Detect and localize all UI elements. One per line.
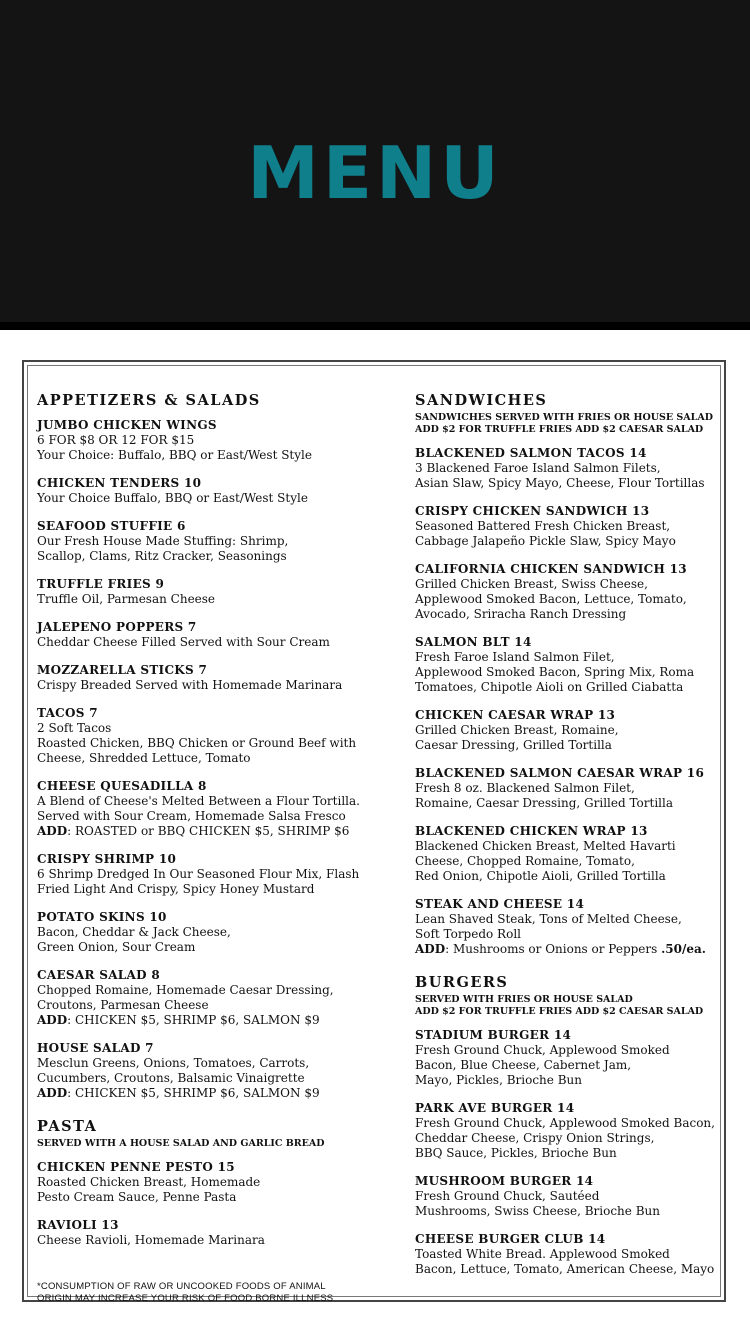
item-description: Mesclun Greens, Onions, Tomatoes, Carrots, xyxy=(37,1056,310,1070)
addon-label: ADD xyxy=(37,1086,68,1100)
disclaimer-line: ORIGIN MAY INCREASE YOUR RISK OF FOOD BORNE ILLNESS xyxy=(37,1292,334,1304)
item-description: Fresh 8 oz. Blackened Salmon Filet, xyxy=(415,781,635,795)
item-addon xyxy=(415,942,720,957)
item-description: Roasted Chicken, BBQ Chicken or Ground Beef with xyxy=(37,736,357,750)
menu-item xyxy=(37,519,377,564)
item-name: CHEESE BURGER CLUB 14 xyxy=(415,1232,606,1246)
menu-item xyxy=(415,1174,720,1219)
addon-text: : CHICKEN $5, SHRIMP $6, SALMON $9 xyxy=(67,1086,320,1100)
menu-item xyxy=(415,1101,720,1161)
item-name: JUMBO CHICKEN WINGS xyxy=(37,418,217,432)
item-addon xyxy=(37,1086,377,1101)
menu-item xyxy=(37,577,377,607)
item-description: Pesto Cream Sauce, Penne Pasta xyxy=(37,1190,237,1204)
menu-item xyxy=(415,446,720,491)
disclaimer xyxy=(37,1281,377,1304)
item-name: CHICKEN PENNE PESTO 15 xyxy=(37,1160,235,1174)
item-description: Truffle Oil, Parmesan Cheese xyxy=(37,592,216,606)
menu-item xyxy=(37,910,377,955)
item-name: BLACKENED CHICKEN WRAP 13 xyxy=(415,824,648,838)
item-name: PARK AVE BURGER 14 xyxy=(415,1101,575,1115)
menu-item xyxy=(415,897,720,957)
menu-item xyxy=(37,1218,377,1248)
item-description: Cucumbers, Croutons, Balsamic Vinaigrette xyxy=(37,1071,305,1085)
item-description: Fresh Faroe Island Salmon Filet, xyxy=(415,650,615,664)
item-description: BBQ Sauce, Pickles, Brioche Bun xyxy=(415,1146,617,1160)
item-name: SEAFOOD STUFFIE 6 xyxy=(37,519,186,533)
item-description: Mayo, Pickles, Brioche Bun xyxy=(415,1073,582,1087)
menu-item xyxy=(37,1160,377,1205)
item-name: CHEESE QUESADILLA 8 xyxy=(37,779,207,793)
item-description: Blackened Chicken Breast, Melted Havarti xyxy=(415,839,676,853)
item-name: CAESAR SALAD 8 xyxy=(37,968,160,982)
item-description: Bacon, Lettuce, Tomato, American Cheese, Mayo xyxy=(415,1262,715,1276)
item-name: STEAK AND CHEESE 14 xyxy=(415,897,585,911)
item-description: Fresh Ground Chuck, Applewood Smoked Bacon, xyxy=(415,1116,715,1130)
item-description: Fresh Ground Chuck, Applewood Smoked xyxy=(415,1043,670,1057)
item-description: Our Fresh House Made Stuffing: Shrimp, xyxy=(37,534,289,548)
item-description: Grilled Chicken Breast, Swiss Cheese, xyxy=(415,577,648,591)
menu-item xyxy=(37,1041,377,1101)
menu-item xyxy=(37,779,377,839)
addon-text: : Mushrooms or Onions or Peppers xyxy=(445,942,662,956)
item-description: Scallop, Clams, Ritz Cracker, Seasonings xyxy=(37,549,287,563)
item-description: 6 Shrimp Dredged In Our Seasoned Flour Mix, Flash xyxy=(37,867,360,881)
item-description: Tomatoes, Chipotle Aioli on Grilled Ciabatta xyxy=(415,680,684,694)
item-name: CHICKEN CAESAR WRAP 13 xyxy=(415,708,616,722)
item-name: MOZZARELLA STICKS 7 xyxy=(37,663,208,677)
item-description: Cheese, Shredded Lettuce, Tomato xyxy=(37,751,251,765)
item-addon xyxy=(37,1013,377,1028)
item-description: 6 FOR $8 OR 12 FOR $15 xyxy=(37,433,195,447)
item-description: Soft Torpedo Roll xyxy=(415,927,521,941)
item-description: Bacon, Blue Cheese, Cabernet Jam, xyxy=(415,1058,632,1072)
menu-item xyxy=(37,476,377,506)
section-title: BURGERS xyxy=(415,974,509,991)
item-description: Applewood Smoked Bacon, Lettuce, Tomato, xyxy=(415,592,687,606)
item-description: Cheddar Cheese Filled Served with Sour Cream xyxy=(37,635,330,649)
item-name: TACOS 7 xyxy=(37,706,98,720)
section-note: SERVED WITH FRIES OR HOUSE SALAD xyxy=(415,994,633,1005)
item-name: SALMON BLT 14 xyxy=(415,635,532,649)
item-description: Your Choice: Buffalo, BBQ or East/West Style xyxy=(37,448,312,462)
item-description: 3 Blackened Faroe Island Salmon Filets, xyxy=(415,461,661,475)
section-note: ADD $2 FOR TRUFFLE FRIES ADD $2 CAESAR SALAD xyxy=(415,1006,704,1017)
item-name: CHICKEN TENDERS 10 xyxy=(37,476,202,490)
item-name: MUSHROOM BURGER 14 xyxy=(415,1174,594,1188)
item-description: Cheddar Cheese, Crispy Onion Strings, xyxy=(415,1131,655,1145)
item-addon xyxy=(37,824,377,839)
section-title: PASTA xyxy=(37,1118,98,1135)
item-description: Mushrooms, Swiss Cheese, Brioche Bun xyxy=(415,1204,660,1218)
menu-item xyxy=(415,1232,720,1277)
menu-item xyxy=(415,708,720,753)
item-description: Lean Shaved Steak, Tons of Melted Cheese, xyxy=(415,912,682,926)
item-name: BLACKENED SALMON CAESAR WRAP 16 xyxy=(415,766,705,780)
item-description: Romaine, Caesar Dressing, Grilled Tortilla xyxy=(415,796,673,810)
right-column xyxy=(415,392,720,1294)
addon-label: ADD xyxy=(37,824,68,838)
section-note: SANDWICHES SERVED WITH FRIES OR HOUSE SALAD xyxy=(415,412,713,423)
item-description: Red Onion, Chipotle Aioli, Grilled Tortilla xyxy=(415,869,666,883)
item-name: HOUSE SALAD 7 xyxy=(37,1041,154,1055)
item-description: Roasted Chicken Breast, Homemade xyxy=(37,1175,261,1189)
menu-item xyxy=(37,706,377,766)
item-name: STADIUM BURGER 14 xyxy=(415,1028,572,1042)
item-description: Bacon, Cheddar & Jack Cheese, xyxy=(37,925,231,939)
item-description: Applewood Smoked Bacon, Spring Mix, Roma xyxy=(415,665,695,679)
item-description: Cheese, Chopped Romaine, Tomato, xyxy=(415,854,635,868)
item-description: Cabbage Jalapeño Pickle Slaw, Spicy Mayo xyxy=(415,534,676,548)
menu-item xyxy=(415,635,720,695)
item-description: Grilled Chicken Breast, Romaine, xyxy=(415,723,619,737)
menu-item xyxy=(37,663,377,693)
item-description: Avocado, Sriracha Ranch Dressing xyxy=(415,607,627,621)
item-name: CRISPY CHICKEN SANDWICH 13 xyxy=(415,504,650,518)
item-description: Toasted White Bread. Applewood Smoked xyxy=(415,1247,670,1261)
menu-item xyxy=(415,766,720,811)
menu-item xyxy=(415,504,720,549)
addon-label: ADD xyxy=(415,942,446,956)
menu-item xyxy=(37,852,377,897)
item-description: Served with Sour Cream, Homemade Salsa Fresco xyxy=(37,809,346,823)
item-description: Cheese Ravioli, Homemade Marinara xyxy=(37,1233,265,1247)
menu-item xyxy=(37,620,377,650)
item-name: BLACKENED SALMON TACOS 14 xyxy=(415,446,647,460)
addon-text: : ROASTED or BBQ CHICKEN $5, SHRIMP $6 xyxy=(67,824,350,838)
item-description: Green Onion, Sour Cream xyxy=(37,940,196,954)
item-name: JALEPENO POPPERS 7 xyxy=(37,620,197,634)
disclaimer-line: *CONSUMPTION OF RAW OR UNCOOKED FOODS OF ANIMAL xyxy=(37,1281,326,1292)
section-note: SERVED WITH A HOUSE SALAD AND GARLIC BREAD xyxy=(37,1138,325,1149)
menu-item xyxy=(37,968,377,1028)
header-banner xyxy=(0,0,750,322)
header-divider xyxy=(0,322,750,330)
left-column xyxy=(37,392,377,1304)
item-description: Your Choice Buffalo, BBQ or East/West Style xyxy=(37,491,308,505)
addon-price: .50/ea. xyxy=(661,942,706,956)
item-description: A Blend of Cheese's Melted Between a Flour Tortilla. xyxy=(37,794,360,808)
item-description: Asian Slaw, Spicy Mayo, Cheese, Flour Tortillas xyxy=(415,476,705,490)
item-name: POTATO SKINS 10 xyxy=(37,910,167,924)
page-title: MENU xyxy=(247,131,503,215)
item-description: Fried Light And Crispy, Spicy Honey Mustard xyxy=(37,882,315,896)
addon-text: : CHICKEN $5, SHRIMP $6, SALMON $9 xyxy=(67,1013,320,1027)
item-description: Croutons, Parmesan Cheese xyxy=(37,998,209,1012)
item-name: TRUFFLE FRIES 9 xyxy=(37,577,165,591)
item-description: Chopped Romaine, Homemade Caesar Dressing, xyxy=(37,983,334,997)
section-note: ADD $2 FOR TRUFFLE FRIES ADD $2 CAESAR SALAD xyxy=(415,424,704,435)
addon-label: ADD xyxy=(37,1013,68,1027)
section-title: SANDWICHES xyxy=(415,392,548,409)
item-description: 2 Soft Tacos xyxy=(37,721,112,735)
menu-item xyxy=(415,562,720,622)
item-description: Seasoned Battered Fresh Chicken Breast, xyxy=(415,519,671,533)
item-description: Fresh Ground Chuck, Sautéed xyxy=(415,1189,600,1203)
item-description: Crispy Breaded Served with Homemade Marinara xyxy=(37,678,343,692)
menu-item xyxy=(37,418,377,463)
item-name: CRISPY SHRIMP 10 xyxy=(37,852,177,866)
item-description: Caesar Dressing, Grilled Tortilla xyxy=(415,738,612,752)
menu-item xyxy=(415,824,720,884)
section-title: APPETIZERS & SALADS xyxy=(37,392,261,409)
menu-item xyxy=(415,1028,720,1088)
item-name: RAVIOLI 13 xyxy=(37,1218,119,1232)
item-name: CALIFORNIA CHICKEN SANDWICH 13 xyxy=(415,562,687,576)
